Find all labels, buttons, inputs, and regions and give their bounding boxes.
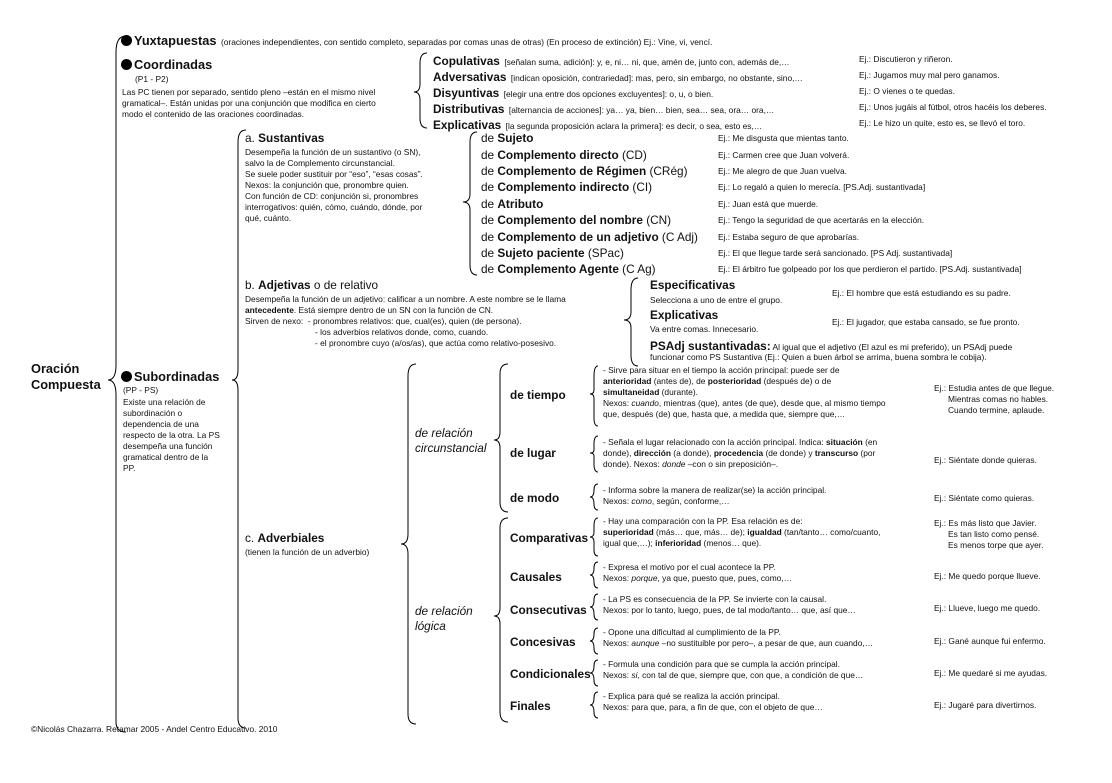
coordinadas-desc: Las PC tienen por separado, sentido pleno –están en el mismo nivel gramatical–. Están unidas por una conjunción que modifica en cierto modo el contenido de las oraciones coordinadas. (122, 87, 376, 119)
sust-example: Ej.: Carmen cree que Juan volverá. (718, 150, 850, 160)
yuxtapuestas-desc: (oraciones independientes, con sentido completo, separadas por comas unas de otras) (En proceso de extinción) Ej.: Vine, vi, vencí. (220, 37, 713, 47)
coord-type-copulativas: Copulativas [señalan suma, adición]: y, e, ni… ni, que, amén de, junto con, además de,… (433, 54, 790, 68)
bullet-icon (121, 59, 132, 70)
adv-tiempo-example: Ej.: Estudia antes de que llegue. Mientras comas no hables. Cuando termine, aplaude. (934, 383, 1055, 415)
adj-explicativas-desc: Va entre comas. Innecesario. (650, 324, 759, 334)
caus-brace (590, 562, 598, 588)
adj-brace (624, 278, 638, 366)
adv-type-causales: Causales (510, 570, 562, 584)
coord-example: Ej.: Le hizo un quite, esto es, se llevó el toro. (859, 118, 1026, 128)
subordinadas-desc: Existe una relación de subordinación o dependencia de una respecto de la otra. La PS desempeña una función gramatical dentro de la PP. (123, 397, 220, 473)
yuxtapuestas-row (121, 32, 712, 50)
sust-example: Ej.: Estaba seguro de que aprobarías. (718, 232, 860, 242)
adv-logica-label: de relación lógica (415, 604, 473, 633)
sub-brace (232, 130, 246, 728)
adv-circunstancial-label: de relación circunstancial (415, 426, 487, 455)
sust-example: Ej.: El árbitro fue golpeado por los que perdieron el partido. [PS.Adj. sustantivada] (718, 264, 1022, 274)
sust-type: de Sujeto (481, 131, 534, 145)
adv-caus-example: Ej.: Me quedo porque llueve. (934, 571, 1041, 581)
sust-type: de Sujeto paciente (SPac) (481, 246, 624, 260)
adv-type-consecutivas: Consecutivas (510, 603, 587, 617)
sust-example: Ej.: Lo regaló a quien lo merecía. [PS.Adj. sustantivada] (718, 182, 926, 192)
coordinadas-code: (P1 - P2) (135, 74, 169, 84)
adv-cond-example: Ej.: Me quedaré si me ayudas. (934, 668, 1048, 678)
adj-explicativas: Explicativas (650, 308, 719, 322)
modo-brace (590, 484, 598, 510)
adv-conc-example: Ej.: Gané aunque fui enfermo. (934, 636, 1046, 646)
adjetivas-heading: b. Adjetivas o de relativo (245, 278, 379, 292)
adverbiales-desc: (tienen la función de un adverbio) (245, 547, 370, 557)
adv-type-comparativas: Comparativas (510, 531, 589, 545)
adv-modo-example: Ej.: Siéntate como quieras. (934, 493, 1035, 503)
adj-especificativas: Especificativas (650, 278, 736, 292)
sust-type: de Complemento Agente (C Ag) (481, 262, 656, 276)
adv-cons-example: Ej.: Llueve, luego me quedo. (934, 603, 1041, 613)
comp-brace (590, 518, 598, 556)
adv-type-condicionales: Condicionales (510, 667, 591, 681)
sust-example: Ej.: Me alegro de que Juan vuelva. (718, 166, 847, 176)
adv-lugar-desc: - Señala el lugar relacionado con la acción principal. Indica: situación (en donde), dirección (a donde), procedencia (de donde) y transcurso (por donde). Nexos: donde –con o sin preposición–. (603, 437, 878, 469)
adv-cons-desc: - La PS es consecuencia de la PP. Se invierte con la causal. Nexos: por lo tanto, luego, pues, de tal modo/tanto… que, así que… (603, 594, 856, 615)
adv-type-modo: de modo (510, 491, 560, 505)
sust-brace (463, 132, 477, 275)
coord-type-disyuntivas: Disyuntivas [elegir una entre dos opciones excluyentes]: o, u, o bien. (433, 86, 714, 100)
adv-type-lugar: de lugar (510, 446, 556, 460)
coord-example: Ej.: O vienes o te quedas. (859, 86, 955, 96)
adv-brace (401, 364, 416, 724)
log-brace (494, 518, 508, 722)
adv-type-tiempo: de tiempo (510, 388, 566, 402)
sust-type: de Complemento de Régimen (CRég) (481, 164, 688, 178)
sust-type: de Complemento indirecto (CI) (481, 180, 653, 194)
adj-psadj: PSAdj sustantivadas: Al igual que el adjetivo (El azul es mi preferido), un PSAdj puede (650, 339, 1013, 353)
adv-type-finales: Finales (510, 699, 551, 713)
coord-type-explicativas: Explicativas [la segunda proposición aclara la primera]: es decir, o sea, esto es,… (433, 118, 763, 132)
footer-copyright: ©Nicolás Chazarra. Retamar 2005 - Andel Centro Educativo. 2010 (31, 724, 278, 734)
adj-example: Ej.: El jugador, que estaba cansado, se fue pronto. (832, 317, 1020, 327)
yuxtapuestas-title: Yuxtapuestas (134, 33, 217, 48)
adjetivas-desc: Desempeña la función de un adjetivo: calificar a un nombre. A este nombre se le llama antecedente. Está siempre dentro de un SN con la función de CN. Sirven de nexo: - pronombres relativos: que, cual(es), quien (de persona). - los adverbios relativos donde, como, cuando. - el pronombre cuyo (a/os/as), que actúa como relativo-posesivo. (245, 294, 566, 348)
adj-example: Ej.: El hombre que está estudiando es su padre. (832, 288, 1011, 298)
bullet-icon (121, 35, 132, 46)
adv-modo-desc: - Informa sobre la manera de realizar(se) la acción principal. Nexos: como, según, conforme,… (603, 485, 827, 506)
coord-example: Ej.: Jugamos muy mal pero ganamos. (859, 70, 1000, 80)
sust-type: de Complemento directo (CD) (481, 148, 647, 162)
coord-type-adversativas: Adversativas [indican oposición, contrariedad]: mas, pero, sin embargo, no obstante, sino,… (433, 70, 803, 84)
circ-brace (494, 364, 508, 512)
adj-especificativas-desc: Selecciona a uno de entre el grupo. (650, 295, 783, 305)
coord-example: Ej.: Unos jugáis al fútbol, otros hacéis los deberes. (859, 102, 1047, 112)
adv-comp-example: Ej.: Es más listo que Javier. Es tan listo como pensé. Es menos torpe que ayer. (934, 518, 1044, 550)
sust-example: Ej.: El que llegue tarde será sancionado. [PS Adj. sustantivada] (718, 248, 953, 258)
sustantivas-desc: Desempeña la función de un sustantivo (o SN), salvo la de Complemento circunstancial. Se suele poder sustituir por “eso”, “esas cosas”. Nexos: la conjunción que, pronombre quien. Con función de CD: conjunción si, pronombres interrogativos: quién, cómo, cuándo, dónde, por qué, cuánto. (245, 147, 423, 223)
sustantivas-heading: a. Sustantivas (245, 131, 325, 145)
sust-example: Ej.: Juan está que muerde. (718, 199, 819, 209)
tiempo-brace (590, 366, 598, 426)
adv-tiempo-desc: - Sirve para situar en el tiempo la acción principal: puede ser de anterioridad (antes de), de posterioridad (después de) o de simultaneidad (durante). Nexos: cuando, mientras (que), antes (de que), desde que, al mismo tiempo que, después (de) que, hasta que, a medida que, siempre que,… (603, 365, 886, 419)
sust-type: de Complemento de un adjetivo (C Adj) (481, 230, 698, 244)
fin-brace (590, 692, 598, 718)
adverbiales-heading: c. Adverbiales (245, 531, 325, 545)
coord-example: Ej.: Discutieron y riñeron. (859, 54, 953, 64)
adv-fin-example: Ej.: Jugaré para divertirnos. (934, 700, 1037, 710)
adv-comp-desc: - Hay una comparación con la PP. Esa relación es de: superioridad (más… que, más… de); igualdad (tan/tanto… como/cuanto, igual que,…); inferioridad (menos… que). (603, 516, 881, 548)
coordinadas-title: Coordinadas (134, 57, 213, 72)
adv-conc-desc: - Opone una dificultad al cumplimiento de la PP. Nexos: aunque –no sustituible por pero–, a pesar de que, aun cuando,… (603, 627, 874, 648)
adv-lugar-example: Ej.: Siéntate donde quieras. (934, 455, 1037, 465)
sust-type: de Complemento del nombre (CN) (481, 213, 672, 227)
root-title: Oración Compuesta (31, 361, 101, 392)
subordinadas-code: (PP - PS) (123, 385, 159, 395)
conc-brace (590, 628, 598, 654)
coord-type-distributivas: Distributivas [alternancia de acciones]: ya… ya, bien… bien, sea… sea, ora… ora,… (433, 102, 775, 116)
adv-type-concesivas: Concesivas (510, 635, 576, 649)
adj-psadj-desc: funcionar como PS Sustantiva (Ej.: Quien a buen árbol se arrima, buena sombra le cobija). (650, 352, 987, 362)
bullet-icon (121, 371, 132, 382)
sust-example: Ej.: Tengo la seguridad de que acertarás en la elección. (718, 215, 925, 225)
adv-cond-desc: - Formula una condición para que se cumpla la acción principal. Nexos: si, con tal de que, siempre que, con que, a condición de que… (603, 659, 864, 680)
sust-example: Ej.: Me disgusta que mientas tanto. (718, 133, 849, 143)
subordinadas-title: Subordinadas (134, 369, 220, 384)
adv-caus-desc: - Expresa el motivo por el cual acontece la PP. Nexos: porque, ya que, puesto que, pues, como,… (603, 562, 793, 583)
cons-brace (590, 594, 598, 620)
sust-type: de Atributo (481, 197, 544, 211)
adv-fin-desc: - Explica para qué se realiza la acción principal. Nexos: para que, para, a fin de que, con el objeto de que… (603, 691, 823, 712)
lugar-brace (590, 436, 598, 472)
coordinadas-heading (121, 56, 212, 74)
cond-brace (590, 660, 598, 686)
coord-brace (414, 53, 427, 128)
subordinadas-heading (121, 368, 219, 386)
